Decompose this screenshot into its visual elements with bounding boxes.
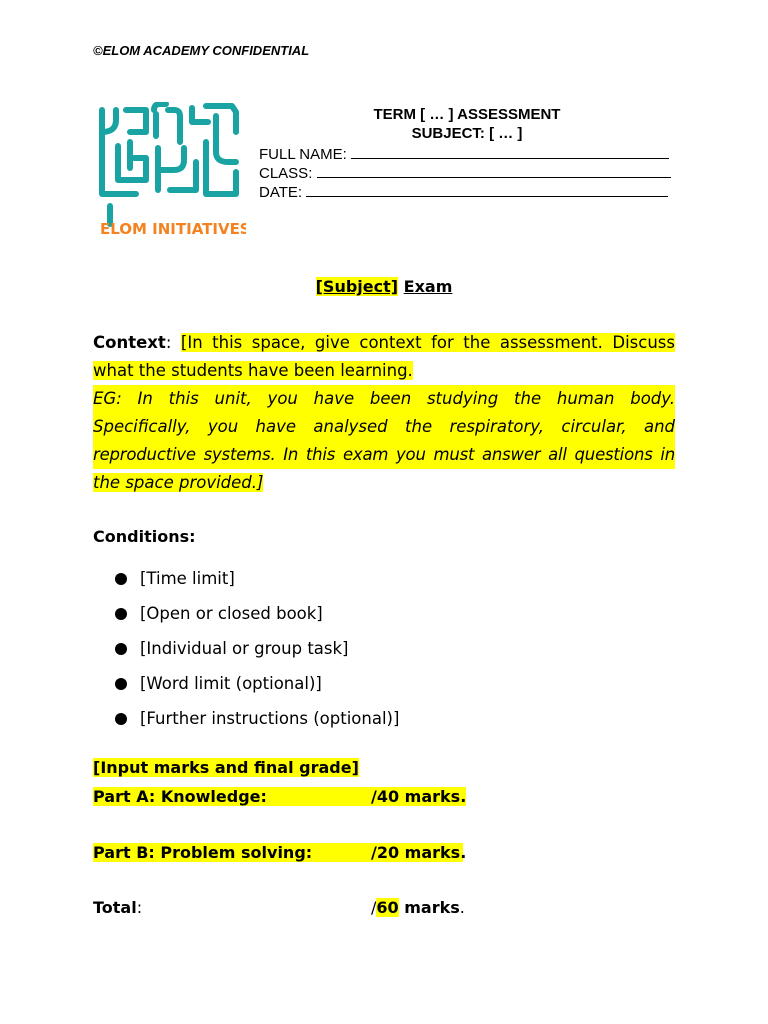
part-a-period: .	[460, 787, 467, 806]
context-eg-3: reproductive systems. In this exam you must answer all questions in	[93, 441, 675, 469]
part-b-label: Part B: Problem solving:	[93, 843, 463, 862]
condition-text: [Individual or group task]	[140, 639, 349, 658]
context-eg-1: EG: In this unit, you have been studying the human body.	[93, 385, 675, 413]
bullet-icon	[115, 573, 127, 585]
term-heading: TERM [ … ] ASSESSMENT	[373, 106, 561, 123]
full-name-field[interactable]	[351, 145, 669, 159]
bullet-icon	[115, 713, 127, 725]
full-name-label: FULL NAME:	[259, 146, 347, 163]
total-value-number: 60	[376, 898, 399, 917]
context-line-2	[93, 357, 675, 385]
list-item	[115, 666, 399, 701]
part-a-label: Part A: Knowledge:	[93, 787, 463, 806]
context-eg-4: the space provided.]	[93, 473, 264, 492]
confidential-notice: ©ELOM ACADEMY CONFIDENTIAL	[93, 43, 310, 58]
full-name-row	[259, 145, 669, 163]
exam-title	[0, 277, 768, 296]
part-b-period: .	[460, 843, 467, 862]
context-line-1	[93, 329, 675, 357]
context-colon: :	[165, 333, 172, 352]
context-eg-2: Specifically, you have analysed the respiratory, circular, and	[93, 413, 675, 441]
context-text-1: [In this space, give context for the assessment. Discuss	[180, 333, 676, 352]
exam-title-exam: Exam	[403, 277, 453, 296]
part-a-row	[93, 787, 467, 806]
bullet-icon	[115, 608, 127, 620]
bullet-icon	[115, 678, 127, 690]
marks-heading: [Input marks and final grade]	[93, 758, 359, 777]
list-item	[115, 631, 399, 666]
total-row	[93, 898, 463, 917]
total-colon: :	[136, 898, 143, 917]
part-a-value	[371, 787, 466, 806]
elom-logo	[96, 102, 246, 242]
list-item	[115, 701, 399, 736]
context-label: Context	[93, 333, 166, 352]
subject-heading: SUBJECT: [ … ]	[411, 125, 523, 142]
total-unit: marks	[398, 898, 460, 917]
exam-title-subject: [Subject]	[315, 277, 399, 296]
condition-text: [Word limit (optional)]	[140, 674, 322, 693]
condition-text: [Further instructions (optional)]	[140, 709, 400, 728]
marks-heading-row	[93, 758, 359, 777]
total-slash: /	[371, 898, 377, 917]
conditions-title: Conditions:	[93, 527, 196, 546]
part-b-value	[371, 843, 466, 862]
bullet-icon	[115, 643, 127, 655]
condition-text: [Time limit]	[140, 569, 235, 588]
date-field[interactable]	[306, 183, 668, 197]
part-b-row	[93, 843, 467, 862]
total-period: .	[459, 898, 465, 917]
conditions-list	[115, 561, 399, 736]
context-eg-4-line	[93, 469, 675, 497]
total-label	[93, 898, 142, 917]
logo-text: ELOM INITIATIVES	[100, 220, 246, 238]
condition-text: [Open or closed book]	[140, 604, 323, 623]
class-field[interactable]	[317, 164, 671, 178]
total-label-text: Total	[93, 898, 137, 917]
context-text-2: what the students have been learning.	[93, 361, 413, 380]
context-paragraph	[93, 329, 675, 497]
elom-logo-mark	[96, 102, 246, 242]
list-item	[115, 561, 399, 596]
class-label: CLASS:	[259, 165, 313, 182]
total-value	[371, 898, 465, 917]
date-label: DATE:	[259, 184, 303, 201]
part-a-value-text: /40 marks	[371, 787, 461, 806]
part-b-value-text: /20 marks	[371, 843, 461, 862]
list-item	[115, 596, 399, 631]
class-row	[259, 164, 671, 182]
date-row	[259, 183, 668, 201]
